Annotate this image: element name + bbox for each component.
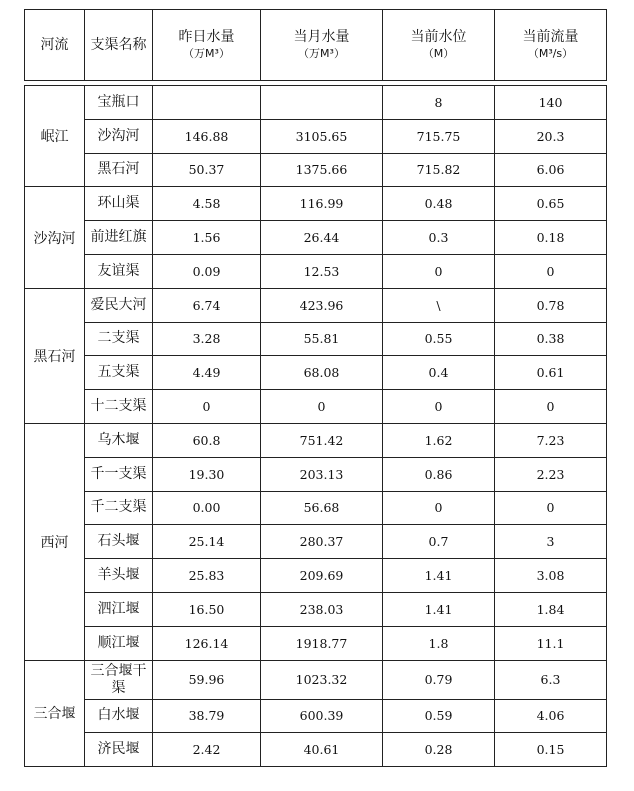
header-yesterday: 昨日水量 （万M³） bbox=[153, 10, 261, 81]
water-level-cell: 0.4 bbox=[383, 356, 495, 390]
flow-rate-cell: 3.08 bbox=[495, 559, 607, 593]
table-row bbox=[25, 699, 607, 733]
month-volume-cell: 423.96 bbox=[261, 288, 383, 322]
yesterday-volume-cell: 50.37 bbox=[153, 153, 261, 187]
water-data-table bbox=[24, 9, 607, 767]
flow-rate-cell: 0 bbox=[495, 390, 607, 424]
header-river: 河流 bbox=[25, 10, 85, 81]
water-level-cell: 0.79 bbox=[383, 660, 495, 699]
water-level-cell: 0.48 bbox=[383, 187, 495, 221]
flow-rate-cell: 11.1 bbox=[495, 626, 607, 660]
month-volume-cell: 1375.66 bbox=[261, 153, 383, 187]
table-row bbox=[25, 221, 607, 255]
header-level: 当前水位 （M） bbox=[383, 10, 495, 81]
table-row bbox=[25, 322, 607, 356]
flow-rate-cell: 0 bbox=[495, 254, 607, 288]
water-level-cell: 715.82 bbox=[383, 153, 495, 187]
flow-rate-cell: 6.06 bbox=[495, 153, 607, 187]
header-flow: 当前流量 （M³/s） bbox=[495, 10, 607, 81]
flow-rate-cell: 6.3 bbox=[495, 660, 607, 699]
yesterday-volume-cell: 146.88 bbox=[153, 119, 261, 153]
water-level-cell: 0.3 bbox=[383, 221, 495, 255]
table-row bbox=[25, 390, 607, 424]
month-volume-cell: 26.44 bbox=[261, 221, 383, 255]
yesterday-volume-cell: 38.79 bbox=[153, 699, 261, 733]
yesterday-volume-cell: 25.14 bbox=[153, 525, 261, 559]
flow-rate-cell: 140 bbox=[495, 86, 607, 120]
flow-rate-cell: 7.23 bbox=[495, 423, 607, 457]
yesterday-volume-cell: 4.49 bbox=[153, 356, 261, 390]
river-cell: 沙沟河 bbox=[25, 187, 85, 288]
water-level-cell: 1.62 bbox=[383, 423, 495, 457]
month-volume-cell: 209.69 bbox=[261, 559, 383, 593]
yesterday-volume-cell: 0 bbox=[153, 390, 261, 424]
table-row bbox=[25, 733, 607, 767]
water-level-cell: 1.8 bbox=[383, 626, 495, 660]
month-volume-cell: 116.99 bbox=[261, 187, 383, 221]
yesterday-volume-cell: 59.96 bbox=[153, 660, 261, 699]
month-volume-cell: 1023.32 bbox=[261, 660, 383, 699]
table-row bbox=[25, 660, 607, 699]
yesterday-volume-cell: 0.09 bbox=[153, 254, 261, 288]
month-volume-cell: 3105.65 bbox=[261, 119, 383, 153]
flow-rate-cell: 0.15 bbox=[495, 733, 607, 767]
water-level-cell: 0 bbox=[383, 390, 495, 424]
water-level-cell: 0.7 bbox=[383, 525, 495, 559]
month-volume-cell: 238.03 bbox=[261, 592, 383, 626]
water-level-cell: 0.59 bbox=[383, 699, 495, 733]
yesterday-volume-cell: 126.14 bbox=[153, 626, 261, 660]
flow-rate-cell: 2.23 bbox=[495, 457, 607, 491]
month-volume-cell: 203.13 bbox=[261, 457, 383, 491]
channel-cell: 泗江堰 bbox=[85, 592, 153, 626]
yesterday-volume-cell: 25.83 bbox=[153, 559, 261, 593]
month-volume-cell: 40.61 bbox=[261, 733, 383, 767]
flow-rate-cell: 0.61 bbox=[495, 356, 607, 390]
channel-cell: 济民堰 bbox=[85, 733, 153, 767]
yesterday-volume-cell: 60.8 bbox=[153, 423, 261, 457]
table-row bbox=[25, 356, 607, 390]
table-row bbox=[25, 119, 607, 153]
channel-cell: 乌木堰 bbox=[85, 423, 153, 457]
month-volume-cell: 0 bbox=[261, 390, 383, 424]
table-row bbox=[25, 288, 607, 322]
channel-cell: 千二支渠 bbox=[85, 491, 153, 525]
channel-cell: 爱民大河 bbox=[85, 288, 153, 322]
channel-cell: 羊头堰 bbox=[85, 559, 153, 593]
water-level-cell: 0.28 bbox=[383, 733, 495, 767]
water-level-cell: 0.55 bbox=[383, 322, 495, 356]
yesterday-volume-cell: 1.56 bbox=[153, 221, 261, 255]
table-body bbox=[25, 86, 607, 767]
channel-cell: 宝瓶口 bbox=[85, 86, 153, 120]
yesterday-volume-cell: 4.58 bbox=[153, 187, 261, 221]
table-row bbox=[25, 153, 607, 187]
yesterday-volume-cell: 6.74 bbox=[153, 288, 261, 322]
channel-cell: 白水堰 bbox=[85, 699, 153, 733]
channel-cell: 友谊渠 bbox=[85, 254, 153, 288]
yesterday-volume-cell: 19.30 bbox=[153, 457, 261, 491]
table-row bbox=[25, 423, 607, 457]
river-cell: 黑石河 bbox=[25, 288, 85, 423]
channel-cell: 十二支渠 bbox=[85, 390, 153, 424]
water-level-cell: 0 bbox=[383, 254, 495, 288]
flow-rate-cell: 0.38 bbox=[495, 322, 607, 356]
channel-cell: 五支渠 bbox=[85, 356, 153, 390]
month-volume-cell: 751.42 bbox=[261, 423, 383, 457]
yesterday-volume-cell bbox=[153, 86, 261, 120]
water-level-cell: \ bbox=[383, 288, 495, 322]
river-cell: 三合堰 bbox=[25, 660, 85, 767]
yesterday-volume-cell: 2.42 bbox=[153, 733, 261, 767]
yesterday-volume-cell: 16.50 bbox=[153, 592, 261, 626]
month-volume-cell: 1918.77 bbox=[261, 626, 383, 660]
water-level-cell: 1.41 bbox=[383, 559, 495, 593]
month-volume-cell bbox=[261, 86, 383, 120]
flow-rate-cell: 0 bbox=[495, 491, 607, 525]
flow-rate-cell: 0.65 bbox=[495, 187, 607, 221]
flow-rate-cell: 1.84 bbox=[495, 592, 607, 626]
table-row bbox=[25, 457, 607, 491]
month-volume-cell: 56.68 bbox=[261, 491, 383, 525]
channel-cell: 千一支渠 bbox=[85, 457, 153, 491]
yesterday-volume-cell: 3.28 bbox=[153, 322, 261, 356]
water-level-cell: 8 bbox=[383, 86, 495, 120]
water-level-cell: 1.41 bbox=[383, 592, 495, 626]
channel-cell: 环山渠 bbox=[85, 187, 153, 221]
month-volume-cell: 55.81 bbox=[261, 322, 383, 356]
channel-cell: 前进红旗 bbox=[85, 221, 153, 255]
table-row bbox=[25, 86, 607, 120]
header-month: 当月水量 （万M³） bbox=[261, 10, 383, 81]
table-row bbox=[25, 559, 607, 593]
flow-rate-cell: 3 bbox=[495, 525, 607, 559]
flow-rate-cell: 20.3 bbox=[495, 119, 607, 153]
channel-cell: 沙沟河 bbox=[85, 119, 153, 153]
table-row bbox=[25, 592, 607, 626]
header-channel: 支渠名称 bbox=[85, 10, 153, 81]
flow-rate-cell: 4.06 bbox=[495, 699, 607, 733]
table-row bbox=[25, 254, 607, 288]
table-row bbox=[25, 525, 607, 559]
water-level-cell: 0.86 bbox=[383, 457, 495, 491]
table-row bbox=[25, 187, 607, 221]
month-volume-cell: 600.39 bbox=[261, 699, 383, 733]
water-level-cell: 0 bbox=[383, 491, 495, 525]
river-cell: 岷江 bbox=[25, 86, 85, 187]
flow-rate-cell: 0.78 bbox=[495, 288, 607, 322]
yesterday-volume-cell: 0.00 bbox=[153, 491, 261, 525]
channel-cell: 黑石河 bbox=[85, 153, 153, 187]
month-volume-cell: 68.08 bbox=[261, 356, 383, 390]
water-level-cell: 715.75 bbox=[383, 119, 495, 153]
table-row bbox=[25, 626, 607, 660]
table-row bbox=[25, 491, 607, 525]
channel-cell: 三合堰干渠 bbox=[85, 660, 153, 699]
river-cell: 西河 bbox=[25, 423, 85, 660]
header-row bbox=[25, 10, 607, 81]
month-volume-cell: 12.53 bbox=[261, 254, 383, 288]
flow-rate-cell: 0.18 bbox=[495, 221, 607, 255]
channel-cell: 二支渠 bbox=[85, 322, 153, 356]
channel-cell: 石头堰 bbox=[85, 525, 153, 559]
month-volume-cell: 280.37 bbox=[261, 525, 383, 559]
channel-cell: 顺江堰 bbox=[85, 626, 153, 660]
